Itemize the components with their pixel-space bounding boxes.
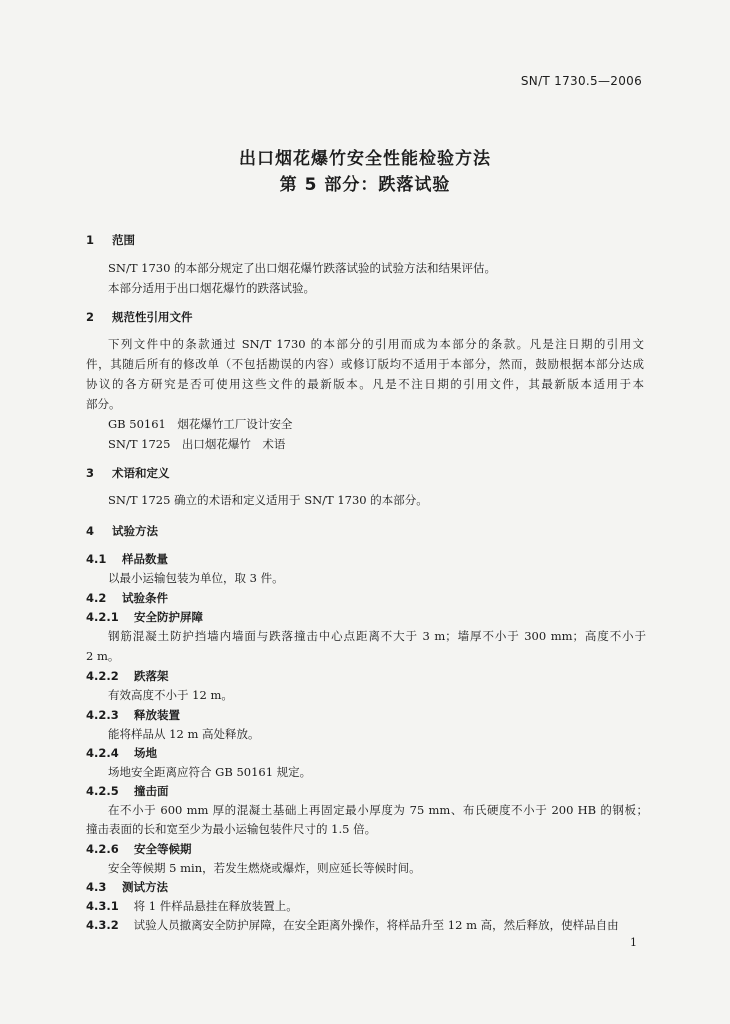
document-title: 出口烟花爆竹安全性能检验方法 <box>239 149 491 169</box>
section-number: 4.2.5 <box>86 784 119 798</box>
document-subtitle: 第 5 部分：跌落试验 <box>279 175 451 195</box>
section-number: 4.2.6 <box>86 842 119 856</box>
subsection-4-3-1 <box>86 898 298 914</box>
section-number: 4.3 <box>86 880 107 894</box>
section-number: 4.2.2 <box>86 669 119 683</box>
section-title: 规范性引用文件 <box>112 310 193 324</box>
paragraph: SN/T 1730 的本部分规定了出口烟花爆竹跌落试验的试验方法和结果评估。 <box>108 261 497 275</box>
section-number: 4.2 <box>86 591 107 605</box>
paragraph: 能将样品从 12 m 高处释放。 <box>108 727 260 741</box>
section-title: 测试方法 <box>122 880 169 894</box>
section-number: 4.2.4 <box>86 746 119 760</box>
section-number: 4.3.2 <box>86 918 119 932</box>
paragraph: 部分。 <box>86 397 121 411</box>
section-2-heading <box>86 309 193 325</box>
section-title: 范围 <box>112 233 136 247</box>
subsection-4-2-6-heading <box>86 841 192 857</box>
subsection-4-1-heading <box>86 551 168 567</box>
subsection-4-2-2-heading <box>86 668 169 684</box>
section-number: 4.3.1 <box>86 899 119 913</box>
reference-item: SN/T 1725 出口烟花爆竹 术语 <box>108 437 286 451</box>
paragraph: 下列文件中的条款通过 SN/T 1730 的本部分的引用而成为本部分的条款。凡是注日期的引用文 <box>108 337 644 351</box>
subsection-4-2-5-heading <box>86 783 169 799</box>
paragraph: 协议的各方研究是否可使用这些文件的最新版本。凡是不注日期的引用文件，其最新版本适用于本 <box>86 377 644 391</box>
section-title: 场地 <box>134 746 158 760</box>
paragraph: 安全等候期 5 min，若发生燃烧或爆炸，则应延长等候时间。 <box>108 861 421 875</box>
subsection-4-3-2 <box>86 917 619 933</box>
paragraph: SN/T 1725 确立的术语和定义适用于 SN/T 1730 的本部分。 <box>108 493 428 507</box>
section-1-heading <box>86 232 135 248</box>
section-title: 安全等候期 <box>134 842 192 856</box>
section-number: 3 <box>86 466 95 480</box>
subsection-4-2-1-heading <box>86 609 203 625</box>
subsection-4-2-3-heading <box>86 707 180 723</box>
paragraph: 撞击表面的长和宽至少为最小运输包装件尺寸的 1.5 倍。 <box>86 822 377 836</box>
section-title: 术语和定义 <box>112 466 170 480</box>
reference-item: GB 50161 烟花爆竹工厂设计安全 <box>108 417 293 431</box>
paragraph: 钢筋混凝土防护挡墙内墙面与跌落撞击中心点距离不大于 3 m；墙厚不小于 300 mm；高度不小于 <box>108 629 646 643</box>
section-4-heading <box>86 523 158 539</box>
paragraph: 有效高度不小于 12 m。 <box>108 688 233 702</box>
section-3-heading <box>86 465 170 481</box>
paragraph: 本部分适用于出口烟花爆竹的跌落试验。 <box>108 281 315 295</box>
section-title: 跌落架 <box>134 669 169 683</box>
paragraph: 以最小运输包装为单位，取 3 件。 <box>108 571 284 585</box>
paragraph: 件，其随后所有的修改单（不包括勘误的内容）或修订版均不适用于本部分，然而，鼓励根据本部分达成 <box>86 357 644 371</box>
section-number: 2 <box>86 310 95 324</box>
section-title: 试验方法 <box>112 524 159 538</box>
subsection-4-3-heading <box>86 879 168 895</box>
page-number: 1 <box>630 936 637 949</box>
section-title: 样品数量 <box>122 552 169 566</box>
section-number: 4.1 <box>86 552 107 566</box>
section-title: 安全防护屏障 <box>134 610 204 624</box>
subsection-4-2-heading <box>86 590 168 606</box>
standard-code: SN/T 1730.5—2006 <box>520 74 642 88</box>
paragraph: 试验人员撤离安全防护屏障，在安全距离外操作，将样品升至 12 m 高，然后释放，使样品自由 <box>133 918 619 932</box>
section-number: 1 <box>86 233 95 247</box>
section-number: 4.2.1 <box>86 610 119 624</box>
section-title: 释放装置 <box>134 708 181 722</box>
subsection-4-2-4-heading <box>86 745 157 761</box>
section-number: 4 <box>86 524 95 538</box>
paragraph: 2 m。 <box>86 649 120 663</box>
section-title: 试验条件 <box>122 591 169 605</box>
paragraph: 将 1 件样品悬挂在释放装置上。 <box>133 899 298 913</box>
section-number: 4.2.3 <box>86 708 119 722</box>
section-title: 撞击面 <box>134 784 169 798</box>
paragraph: 场地安全距离应符合 GB 50161 规定。 <box>108 765 312 779</box>
paragraph: 在不小于 600 mm 厚的混凝土基础上再固定最小厚度为 75 mm、布氏硬度不小于 200 HB 的钢板； <box>108 803 648 817</box>
